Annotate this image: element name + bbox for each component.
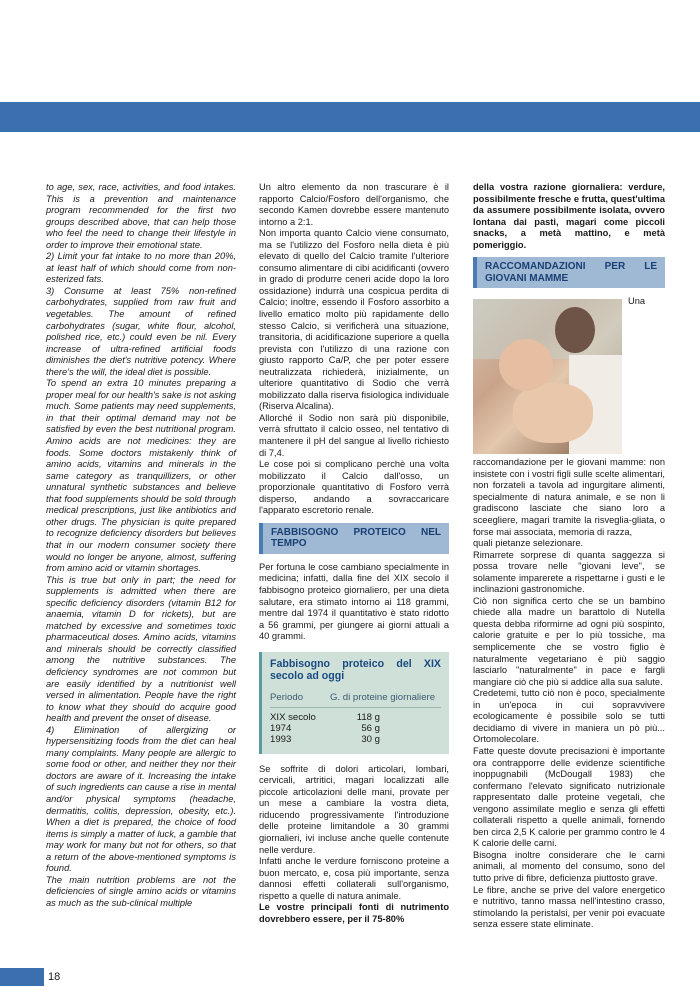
page-number-tab <box>0 968 44 986</box>
table-row <box>270 734 441 745</box>
paragraph: 3) Consume at least 75% non-refined carbohydrates, supplied from raw fruit and vegetables. The amount of refined carbohydrates (sugar, white flour, alcohol, polished rice, etc.) could even be nil. Every increase of ultra-refined artificial foods diminishes the diet's nutritive potency. Where there's the will, the ideal diet is possible. <box>46 285 236 377</box>
paragraph: This is true but only in part; the need for supplements is admitted when there are specific deficiency disorders (vitamin B12 for anaemia, vitamin D for rickets), but are matched by excessive and sometimes toxic pharmaceutical doses. Amino acids, vitamins and minerals should be correctly classified among the nutritive substances. The deficiency syndromes are not common but are easily identified by a nutritionist well versed in alimentation. People have the right to know what they should do acquire good health and prevent the onset of disease. <box>46 574 236 724</box>
paragraph: Credetemi, tutto ciò non è poco, specialmente in un'epoca in cui sopravvivere ecologicamente è possibile solo se tutti decidiamo di vivere in maniera un pò più... Ortomolecolare. <box>473 688 665 745</box>
table-cell-value: 56 g <box>361 722 380 734</box>
paragraph: Bisogna inoltre considerare che le carni animali, al momento del consumo, sono del tutto prive di fibre, deficienza piuttosto grave. <box>473 849 665 883</box>
paragraph: quali pietanze selezionare. <box>473 538 584 549</box>
paragraph: to age, sex, race, activities, and food intakes. This is a prevention and maintenance program recommended for the first two groups described above, that can help those who feel the need to change their lifestyle in order to improve their emotional state. <box>46 182 236 250</box>
paragraph-bold: Le vostre principali fonti di nutrimento dovrebbero essere, per il 75-80% <box>259 902 449 924</box>
table-cell-period: 1974 <box>270 722 292 734</box>
table-cell-value: 30 g <box>361 733 380 745</box>
paragraph: 2) Limit your fat intake to no more than 20%, at least half of which should come from non-esterized fats. <box>46 251 236 285</box>
paragraph: Se soffrite di dolori articolari, lombari, cervicali, artritici, magari localizzati alle piccole articolazioni delle mani, provate per un mese a cambiare la vostra dieta, riducendo progressivamente l'introduzione delle proteine limitandole a 30 grammi giornalieri, ivi incluse anche quelle contenute nelle verdure. <box>259 763 449 855</box>
table-title: Fabbisogno proteico del XIX secolo ad oggi <box>270 657 441 682</box>
column-english <box>46 182 236 909</box>
top-color-band <box>0 102 700 132</box>
table-header-period: Periodo <box>270 691 304 703</box>
page-number: 18 <box>48 971 61 983</box>
table-header-value: G. di proteine giornaliere <box>330 691 436 703</box>
paragraph: 4) Elimination of allergizing or hypersensitizing foods from the diet can heal many complaints. Many people are allergic to some food or other, and neither they nor their doctors are aware of it. Increasing the intake of such ingredients can cause a rise in mental and/or physical symptoms (headache, dermatitis, colitis, depression, obesity, etc.). When a diet is prepared, the choice of food items is simply a matter of luck, a gamble that may work for many but not for others, so that a return of the above-mentioned symptoms is found. <box>46 724 236 874</box>
column-middle <box>259 182 449 925</box>
paragraph: Per fortuna le cose cambiano specialmente in medicina; infatti, dalla fine del XIX secolo il fabbisogno proteico giornaliero, per una dieta salutare, era stimato intorno ai 118 grammi, mentre dal 1974 il quantitativo è stato ridotto a 56 grammi, per giungere ai giorni attuali a 40 grammi. <box>259 561 449 642</box>
paragraph: The main nutrition problems are not the deficiencies of single amino acids or vitamins as much as the sub-clinical multiple <box>46 874 236 908</box>
paragraph: Non importa quanto Calcio viene consumato, ma se l'utilizzo del Fosforo nella dieta è più elevato di quello del Calcio tramite l'ulteriore consumo alimentare di cibi acidificanti (ovvero in grado di produrre ceneri acide dopo la loro ossidazione) indurrà una cospicua perdita di Calcio; inoltre, essendo il Fosforo assorbito a livello ematico molto più rapidamente dello stesso Calcio, si verificherà una situazione, transitoria, di acidificazione superiore a quella prevista con l'utilizzo di una razione con giusto rapporto Ca/P, che per poter essere neutralizzata richiederà, inizialmente, un ulteriore quantitativo di Sodio che verrà mobilizzato dalla riserva fisiologica individuale (Riserva Alcalina). <box>259 228 449 412</box>
table-cell-value: 118 g <box>356 711 380 723</box>
paragraph-bold: della vostra razione giornaliera: verdure, possibilmente fresche e frutta, quest'ultima da assumere possibilmente isolata, ovvero lontana dai pasti, magari come piccoli snacks, a metà mattino, e metà pomeriggio. <box>473 182 665 250</box>
protein-table <box>259 652 449 754</box>
paragraph: Fatte queste dovute precisazioni è importante ora contrapporre delle evidenze scientifiche inoppugnabili (McDougall 1983) che confermano l'elevato significato nutrizionale rappresentato dalle proteine vegetali, che vengono assimilate meglio e senza gli effetti collaterali rispetto a quelle animali, fornendo ben circa 2,5 K calorie per grammo contro le 4 K calorie delle carni. <box>473 745 665 849</box>
paragraph: Ciò non significa certo che se un bambino chiede alla madre un barattolo di Nutella questa debba riformirne ad ogni più sospinto, calorie gratuite e per lo più tossiche, ma semplicemente che se vostro figlio è naturalmente vegetariano è più saggio lasciarlo "naturalmente" in pace e fargli mangiare ciò che più si addice alla sua salute. <box>473 595 665 687</box>
paragraph: Rimarrete sorprese di quanta saggezza si possa trovare nelle "giovani leve", se solamente imparerete a rispettarne i gusti e le inclinazioni gastronomiche. <box>473 549 665 595</box>
paragraph: To spend an extra 10 minutes preparing a proper meal for our health's sake is not asking much. Some patients may need supplements, in that their optimal demand may not be satisfied by even the best nutritional program. Amino acids are not medicines: they are foods. Some doctors mistakenly think of amino acids, vitamins and minerals in the same category as tranquillizers, or other unnatural synthetic substances and believe that food supplements should be sold through medical prescriptions, just like antibiotics and other drugs. The physician is quite prepared to recognize deficiency disorders but believes that in our modern consumer society there would no longer be anyone, almost, suffering from amino acid or vitamin shortages. <box>46 378 236 574</box>
paragraph: Le fibre, anche se prive del valore energetico e nutritivo, tanno massa nell'intestino crasso, stimolando la peristalsi, per venir poi evacuate senza essere state eliminate. <box>473 884 665 930</box>
paragraph: Allorché il Sodio non sarà più disponibile, verrà sfruttato il calcio osseo, nel tentativo di mantenere il pH del sangue al livello richiesto di 7,4. <box>259 412 449 458</box>
paragraph: Un altro elemento da non trascurare è il rapporto Calcio/Fosforo dell'organismo, che secondo Kamen dovrebbe essere mantenuto intorno a 2:1. <box>259 182 449 227</box>
paragraph: Le cose poi si complicano perchè una volta mobilizzato il Calcio dall'osso, un proporzionale quantitativo di Fosforo verrà disperso, andando a sovraccaricare l'apparato escretorio renale. <box>259 459 449 516</box>
table-cell-period: XIX secolo <box>270 711 316 723</box>
column-right <box>473 182 665 931</box>
table-row <box>270 712 441 723</box>
section-heading-raccomandazioni: RACCOMANDAZIONI PER LE GIOVANI MAMME <box>473 257 665 288</box>
table-header-row <box>270 692 441 708</box>
table-cell-period: 1993 <box>270 733 292 745</box>
paragraph: Infatti anche le verdure forniscono proteine a buon mercato, e, cosa più importante, senza dannosi effetti collaterali sull'organismo, rispetto a quelle di natura animale. <box>259 856 449 901</box>
mother-baby-photo <box>473 299 622 454</box>
table-row <box>270 723 441 734</box>
section-heading-fabbisogno: FABBISOGNO PROTEICO NEL TEMPO <box>259 523 449 554</box>
photo-text-wrap <box>473 296 665 538</box>
paragraph: Una raccomandazione per le giovani mamme: non insistete con i vostri figli sulle scelte alimentari, non forzateli a tavola ad ingurgitare alimenti, specialmente di natura animale, e se non li gradiscono lasciate che siano loro a sceegliere, magari tramite la risveglia-gliata, o forse mai associata, memoria di razza, <box>473 296 665 537</box>
